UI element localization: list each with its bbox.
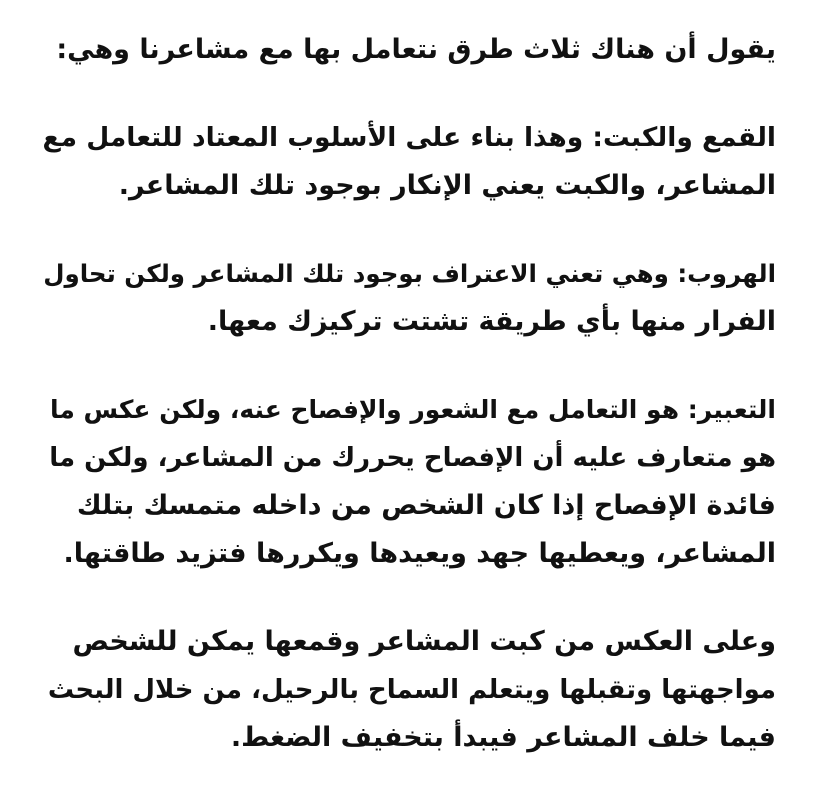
paragraph-line: الهروب: وهي تعني الاعتراف بوجود تلك المشاعر ولكن تحاول [43,259,776,288]
paragraph-line: يقول أن هناك ثلاث طرق نتعامل بها مع مشاعرنا وهي: [56,34,776,65]
paragraph-line: القمع والكبت: وهذا بناء على الأسلوب المعتاد للتعامل مع [42,122,776,153]
paragraph-line: الفرار منها بأي طريقة تشتت تركيزك معها. [207,306,776,337]
conclusion-paragraph [40,618,776,762]
expression-paragraph [40,386,776,578]
paragraph-line: وعلى العكس من كبت المشاعر وقمعها يمكن للشخص [72,626,776,657]
intro-paragraph [40,26,776,74]
paragraph-line: هو متعارف عليه أن الإفصاح يحررك من المشاعر، ولكن ما [49,443,776,473]
paragraph-line: المشاعر، والكبت يعني الإنكار بوجود تلك المشاعر. [118,170,776,201]
paragraph-line: فيما خلف المشاعر فيبدأ بتخفيف الضغط. [230,722,776,753]
paragraph-line: التعبير: هو التعامل مع الشعور والإفصاح عنه، ولكن عكس ما [49,395,776,424]
paragraph-line: فائدة الإفصاح إذا كان الشخص من داخله متمسك بتلك [76,490,776,521]
paragraph-line: المشاعر، ويعطيها جهد ويعيدها ويكررها فتزيد طاقتها. [63,538,776,569]
suppression-paragraph [40,114,776,210]
paragraph-line: مواجهتها وتقبلها ويتعلم السماح بالرحيل، من خلال البحث [47,675,776,705]
escape-paragraph [40,250,776,346]
